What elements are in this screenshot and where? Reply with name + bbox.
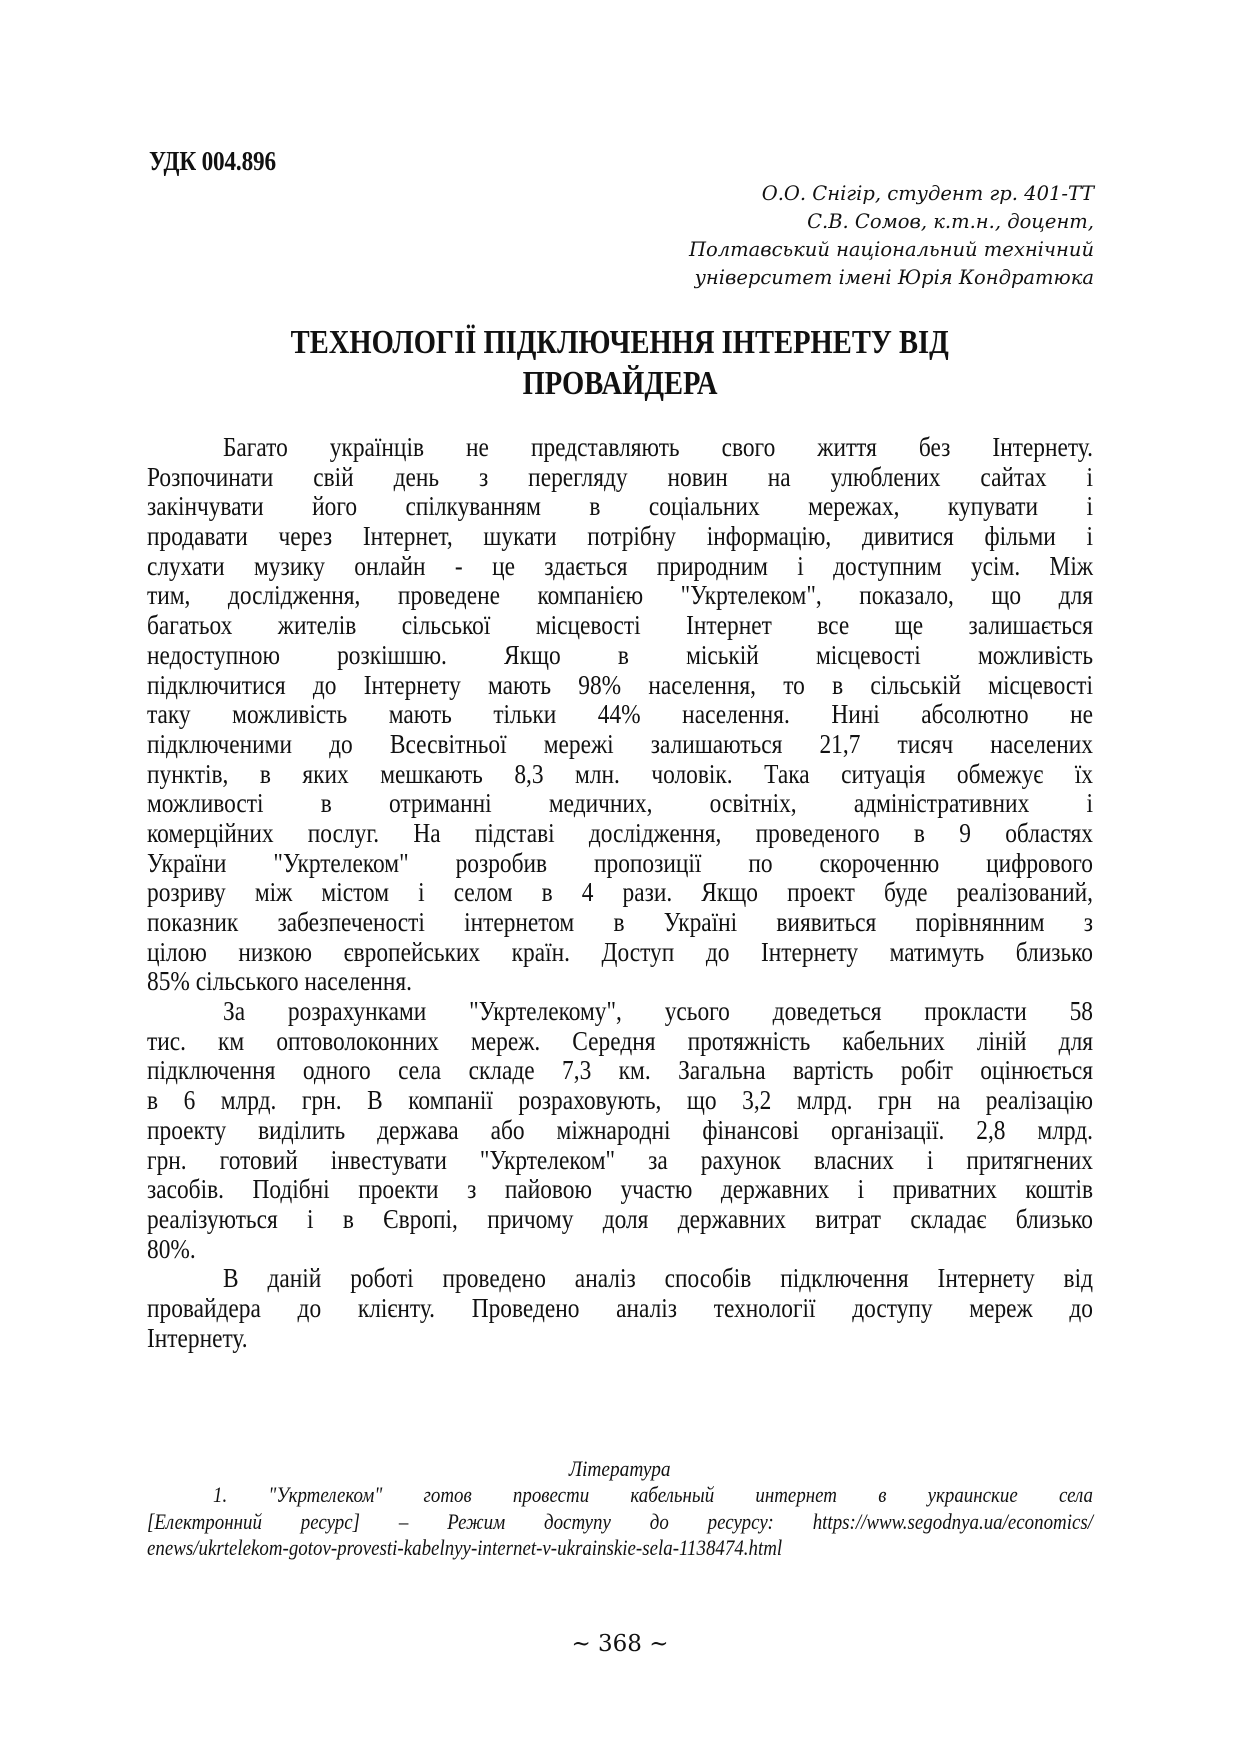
text-line: Інтернету.: [147, 1322, 248, 1353]
text-line: грн. готовий інвестувати "Укртелеком" за рахунок власних і притягнених: [147, 1144, 1093, 1175]
paper-title: [147, 322, 1093, 404]
literature-heading: [147, 1456, 1093, 1482]
body-text: [147, 433, 1093, 1353]
literature-heading-text: Література: [569, 1456, 671, 1481]
text-line: закінчувати його спілкуванням в соціальних мережах, купувати і: [147, 491, 1093, 522]
text-line: України "Укртелеком" розробив пропозиції по скороченню цифрового: [147, 847, 1093, 878]
reference-list: [147, 1482, 1093, 1562]
text-line: тис. км оптоволоконних мереж. Середня протяжність кабельних ліній для: [147, 1025, 1093, 1056]
text-line: таку можливість мають тільки 44% населення. Нині абсолютно не: [147, 699, 1093, 730]
text-line: пунктів, в яких мешкають 8,3 млн. чоловік. Така ситуація обмежує їх: [147, 758, 1093, 789]
text-line: слухати музику онлайн - це здається природним і доступним усім. Між: [147, 550, 1093, 581]
text-line: Багато українців не представляють свого життя без Інтернету.: [223, 432, 1093, 462]
paragraph: [147, 1264, 1093, 1353]
text-line: тим, дослідження, проведене компанією "Укртелеком", показало, що для: [147, 580, 1093, 611]
text-line: 85% сільського населення.: [147, 966, 412, 997]
text-line: проекту виділить держава або міжнародні фінансові організації. 2,8 млрд.: [147, 1114, 1093, 1145]
text-line: За розрахунками "Укртелекому", усього доведеться прокласти 58: [223, 996, 1093, 1027]
affiliation-line: Полтавський національний технічний: [688, 238, 1094, 261]
affiliation-line: університет імені Юрія Кондратюка: [694, 266, 1094, 289]
text-line: продавати через Інтернет, шукати потрібну інформацію, дивитися фільми і: [147, 521, 1093, 552]
text-line: можливості в отриманні медичних, освітніх, адміністративних і: [147, 788, 1093, 819]
udk-code: УДК 004.896: [149, 146, 276, 176]
text-line: Розпочинати свій день з перегляду новин на улюблених сайтах і: [147, 461, 1093, 492]
title-line: ТЕХНОЛОГІЇ ПІДКЛЮЧЕННЯ ІНТЕРНЕТУ ВІД: [290, 324, 950, 361]
text-line: цілою низкою європейських країн. Доступ до Інтернету матимуть близько: [147, 936, 1093, 967]
title-line: ПРОВАЙДЕРА: [522, 365, 718, 402]
text-line: провайдера до клієнту. Проведено аналіз технології доступу мереж до: [147, 1292, 1093, 1323]
text-line: В даній роботі проведено аналіз способів підключення Інтернету від: [223, 1263, 1093, 1294]
text-line: показник забезпеченості інтернетом в Україні виявиться порівнянним з: [147, 907, 1093, 937]
text-line: засобів. Подібні проекти з пайовою участю державних і приватних коштів: [147, 1174, 1093, 1205]
author-line: О.О. Снігір, студент гр. 401-ТТ: [761, 182, 1094, 205]
text-line: в 6 млрд. грн. В компанії розраховують, що 3,2 млрд. грн на реалізацію: [147, 1085, 1093, 1116]
paragraph: [147, 997, 1093, 1264]
reference-item: [147, 1482, 1093, 1562]
text-line: підключитися до Інтернету мають 98% населення, то в сільській місцевості: [147, 669, 1093, 700]
text-line: реалізуються і в Європі, причому доля державних витрат складає близько: [147, 1203, 1093, 1234]
ref-line: [Електронний ресурс] – Режим доступу до ресурсу: https://www.segodnya.ua/economics/: [147, 1508, 1093, 1534]
ref-line: 1. "Укртелеком" готов провести кабельный интернет в украинские села: [213, 1482, 1093, 1507]
text-line: багатьох жителів сільської місцевості Інтернет все ще залишається: [147, 610, 1093, 641]
text-line: 80%.: [147, 1233, 196, 1264]
text-line: підключеними до Всесвітньої мережі залишаються 21,7 тисяч населених: [147, 728, 1093, 759]
paragraph: [147, 433, 1093, 997]
text-line: недоступною розкішшю. Якщо в міській місцевості можливість: [147, 639, 1093, 670]
author-block: [689, 180, 1094, 292]
text-line: комерційних послуг. На підставі дослідження, проведеного в 9 областях: [147, 817, 1093, 848]
page-number: ~ 368 ~: [571, 1631, 669, 1657]
text-line: підключення одного села складе 7,3 км. Загальна вартість робіт оцінюється: [147, 1055, 1093, 1086]
text-line: розриву між містом і селом в 4 рази. Якщо проект буде реалізований,: [147, 877, 1093, 908]
author-line: С.В. Сомов, к.т.н., доцент,: [807, 210, 1094, 233]
ref-line: enews/ukrtelekom-gotov-provesti-kabelnyy-internet-v-ukrainskie-sela-1138474.html: [147, 1535, 783, 1560]
